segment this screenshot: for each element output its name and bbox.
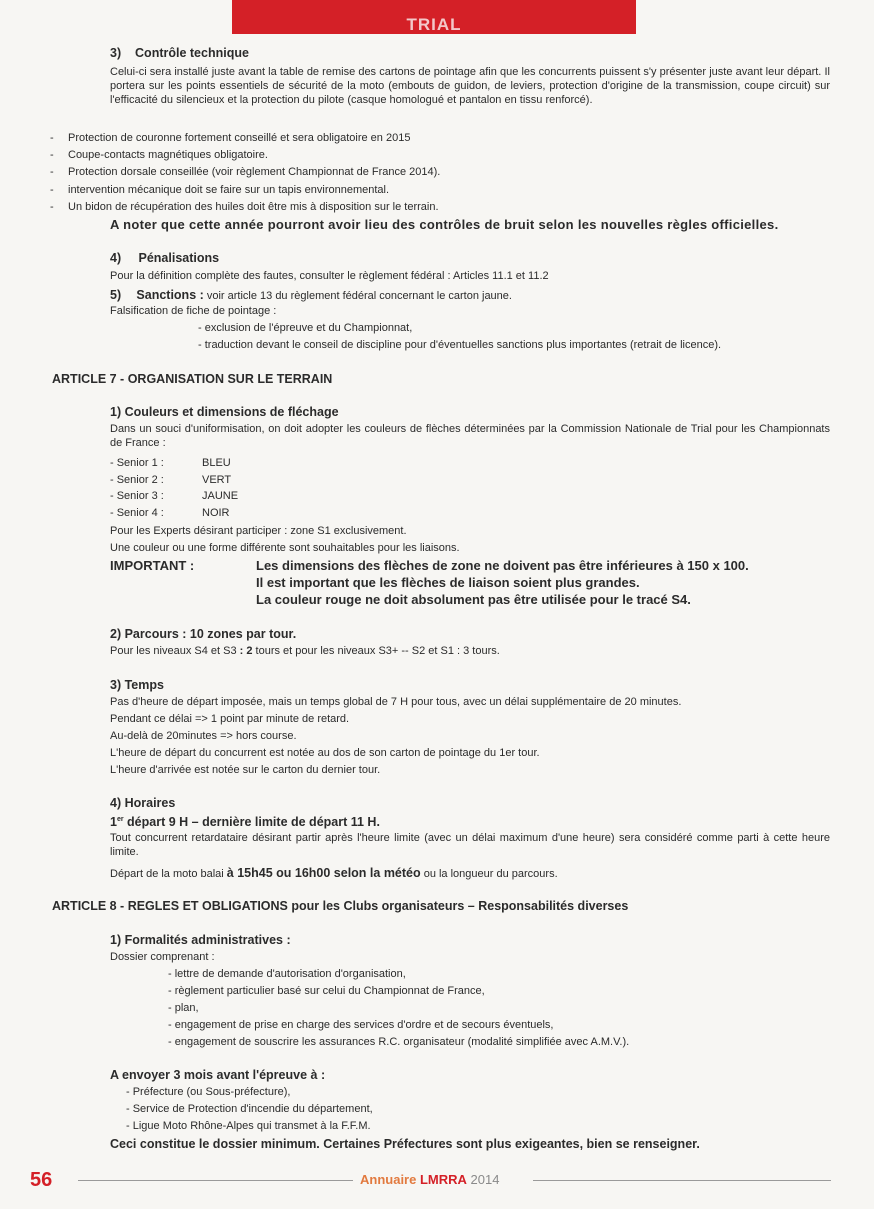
s3-paragraph: Celui-ci sera installé juste avant la table de remise des cartons de pointage afin que les concurrents puissent s'y présenter juste avant leur départ. Il portera sur les points essentiels de sécurité de la moto (embouts de guidon, de leviers, protection d'origine de la transmission, coupe circuit) sur l'efficacité du silencieux et la protection du pilote (casque homologué et pantalon en tissu renforcé). bbox=[110, 66, 830, 106]
s3-bullet-1: - Protection de couronne fortement conseillé et sera obligatoire en 2015 bbox=[68, 131, 410, 145]
article-8-title bbox=[52, 898, 628, 914]
first-num: 1 bbox=[110, 815, 117, 830]
balai-bold: à 15h45 ou 16h00 selon la météo bbox=[226, 866, 421, 880]
level-senior-1 bbox=[110, 456, 231, 470]
first-departure-text: départ 9 H – dernière limite de départ 11 H. bbox=[123, 815, 380, 830]
moto-balai-line bbox=[110, 865, 558, 881]
s3-heading bbox=[110, 45, 249, 61]
a7-c1-paragraph: Dans un souci d'uniformisation, on doit adopter les couleurs de flèches déterminées par la Commission Nationale de Trial pour les Championnats de France : bbox=[110, 423, 830, 449]
envoyer-item-1: - Préfecture (ou Sous-préfecture), bbox=[126, 1086, 291, 1098]
footer-title bbox=[360, 1172, 499, 1187]
section-banner: TRIAL bbox=[232, 0, 636, 34]
falsification-item-1: - exclusion de l'épreuve et du Championnat, bbox=[198, 322, 413, 334]
a7-c3-line-4: L'heure de départ du concurrent est notée au dos de son carton de pointage du 1er tour. bbox=[110, 747, 540, 759]
s5-number: 5) bbox=[110, 288, 122, 302]
first-sup: er bbox=[116, 816, 124, 823]
article-7-title: ARTICLE 7 - ORGANISATION SUR LE TERRAIN bbox=[52, 372, 333, 386]
level-color: VERT bbox=[202, 474, 232, 486]
level-color: BLEU bbox=[202, 457, 231, 469]
s5-line bbox=[110, 287, 512, 303]
footer-rule-right bbox=[533, 1180, 831, 1181]
level-label: - Senior 4 : bbox=[110, 507, 164, 519]
a7-c2-text bbox=[110, 644, 500, 658]
footer-annuaire: Annuaire bbox=[360, 1172, 420, 1187]
a8-title-mid: pour les Clubs organisateurs bbox=[287, 899, 468, 913]
s4-heading bbox=[110, 250, 219, 266]
s3-bullet-3: - Protection dorsale conseillée (voir règlement Championnat de France 2014). bbox=[68, 165, 440, 179]
dossier-minimum-note: Ceci constitue le dossier minimum. Certaines Préfectures sont plus exigeantes, bien se renseigner. bbox=[110, 1137, 700, 1151]
dossier-label: Dossier comprenant : bbox=[110, 951, 215, 963]
a8-title-bold: ARTICLE 8 - REGLES ET OBLIGATIONS bbox=[52, 899, 288, 913]
level-label: - Senior 1 : bbox=[110, 457, 164, 469]
a7-c4-paragraph: Tout concurrent retardataire désirant partir après l'heure limite (avec un délai maximum d'une heure) sera considéré comme parti à cette heure limite. bbox=[110, 832, 830, 858]
s4-text: Pour la définition complète des fautes, consulter le règlement fédéral : Articles 11.1 et 11.2 bbox=[110, 270, 549, 282]
s3-bullet-4: - intervention mécanique doit se faire sur un tapis environnemental. bbox=[68, 183, 389, 197]
important-line-2: Il est important que les flèches de liaison soient plus grandes. bbox=[256, 575, 640, 590]
important-line-3: La couleur rouge ne doit absolument pas être utilisée pour le tracé S4. bbox=[256, 592, 691, 607]
a7-c3-title: 3) Temps bbox=[110, 678, 164, 692]
liaison-color-line: Une couleur ou une forme différente sont souhaitables pour les liaisons. bbox=[110, 542, 460, 554]
page-number: 56 bbox=[30, 1169, 53, 1191]
a8-title-end: – Responsabilités diverses bbox=[467, 899, 629, 913]
s5-title: Sanctions : bbox=[136, 288, 204, 302]
experts-line: Pour les Experts désirant participer : zone S1 exclusivement. bbox=[110, 525, 407, 537]
s4-title: Pénalisations bbox=[138, 251, 220, 265]
balai-post: ou la longueur du parcours. bbox=[420, 868, 558, 880]
a7-c3-line-1: Pas d'heure de départ imposée, mais un temps global de 7 H pour tous, avec un délai supplémentaire de 20 minutes. bbox=[110, 696, 682, 708]
balai-pre: Départ de la moto balai bbox=[110, 868, 227, 880]
level-senior-4 bbox=[110, 506, 230, 520]
a7-c1-title: 1) Couleurs et dimensions de fléchage bbox=[110, 405, 339, 419]
a7-c3-line-3: Au-delà de 20minutes => hors course. bbox=[110, 730, 297, 742]
dossier-item-5: - engagement de souscrire les assurances R.C. organisateur (modalité simplifiée avec A.M.V.). bbox=[168, 1036, 630, 1048]
a7-c4-first-departure bbox=[110, 812, 380, 830]
footer-lmrra: LMRRA bbox=[419, 1172, 467, 1187]
envoyer-item-2: - Service de Protection d'incendie du département, bbox=[126, 1103, 373, 1115]
s5-text: voir article 13 du règlement fédéral concernant le carton jaune. bbox=[206, 290, 512, 302]
noise-control-note: A noter que cette année pourront avoir lieu des contrôles de bruit selon les nouvelles règles officielles. bbox=[110, 217, 779, 232]
a7-c2-pre: Pour les niveaux S4 et S3 bbox=[110, 645, 240, 657]
a7-c3-line-5: L'heure d'arrivée est notée sur le carton du dernier tour. bbox=[110, 764, 381, 776]
important-line-1: Les dimensions des flèches de zone ne doivent pas être inférieures à 150 x 100. bbox=[256, 558, 749, 573]
falsification-item-2: - traduction devant le conseil de discipline pour d'éventuelles sanctions plus importantes (retrait de licence). bbox=[198, 339, 722, 351]
dossier-item-3: - plan, bbox=[168, 1002, 199, 1014]
a7-c4-title: 4) Horaires bbox=[110, 796, 176, 810]
envoyer-title: A envoyer 3 mois avant l'épreuve à : bbox=[110, 1068, 326, 1082]
level-label: - Senior 3 : bbox=[110, 490, 164, 502]
envoyer-item-3: - Ligue Moto Rhône-Alpes qui transmet à la F.F.M. bbox=[126, 1120, 371, 1132]
s3-bullet-5: - Un bidon de récupération des huiles doit être mis à disposition sur le terrain. bbox=[68, 200, 439, 214]
a7-c3-line-2: Pendant ce délai => 1 point par minute de retard. bbox=[110, 713, 350, 725]
s3-number: 3) bbox=[110, 46, 122, 60]
level-color: NOIR bbox=[202, 507, 230, 519]
footer-rule-left bbox=[78, 1180, 353, 1181]
a7-c2-bold: : 2 bbox=[239, 645, 253, 657]
footer-year: 2014 bbox=[466, 1172, 500, 1187]
dossier-item-2: - règlement particulier basé sur celui du Championnat de France, bbox=[168, 985, 485, 997]
s3-title: Contrôle technique bbox=[135, 46, 249, 60]
level-senior-2 bbox=[110, 473, 231, 487]
a7-c2-post: tours et pour les niveaux S3+ -- S2 et S1 : 3 tours. bbox=[252, 645, 500, 657]
level-color: JAUNE bbox=[202, 490, 239, 502]
level-label: - Senior 2 : bbox=[110, 474, 164, 486]
level-senior-3 bbox=[110, 489, 238, 503]
s3-bullet-2: - Coupe-contacts magnétiques obligatoire. bbox=[68, 148, 268, 162]
a7-c2-title: 2) Parcours : 10 zones par tour. bbox=[110, 627, 297, 641]
falsification-label: Falsification de fiche de pointage : bbox=[110, 305, 277, 317]
s4-number: 4) bbox=[110, 251, 122, 265]
dossier-item-4: - engagement de prise en charge des services d'ordre et de secours éventuels, bbox=[168, 1019, 554, 1031]
dossier-item-1: - lettre de demande d'autorisation d'organisation, bbox=[168, 968, 406, 980]
important-label: IMPORTANT : bbox=[110, 558, 195, 573]
a8-f1-title: 1) Formalités administratives : bbox=[110, 933, 291, 947]
